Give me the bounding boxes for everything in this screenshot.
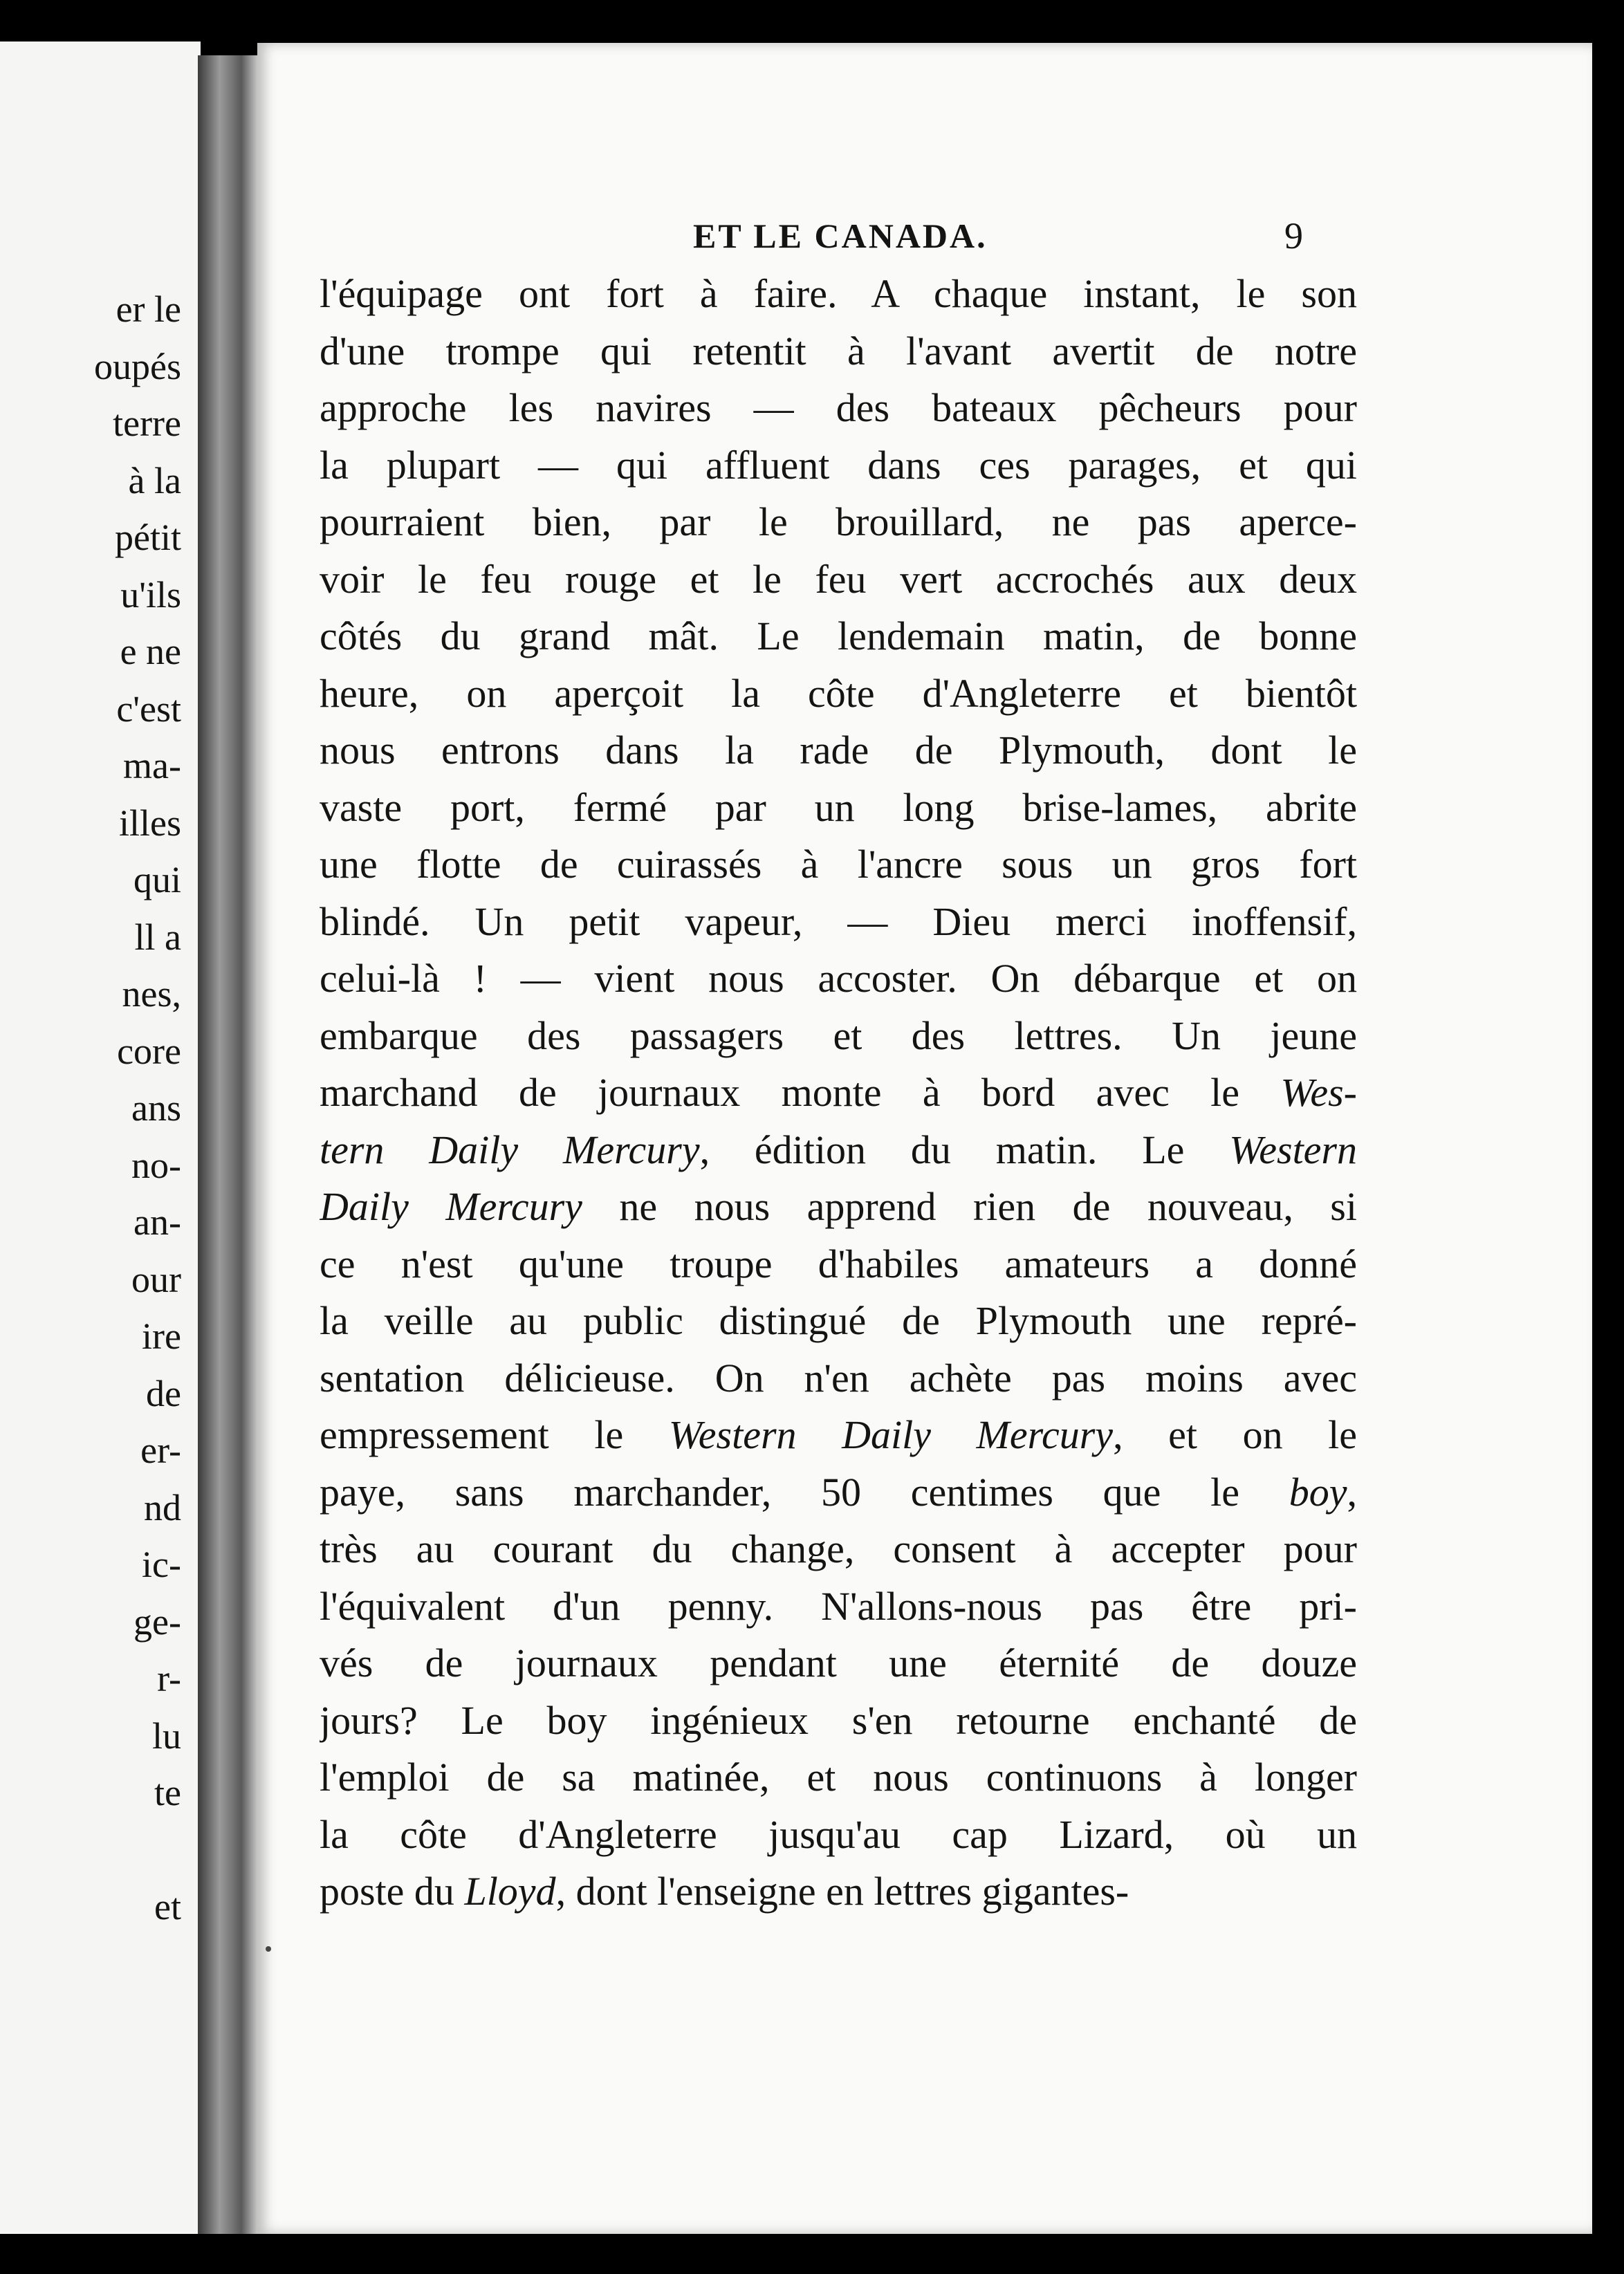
previous-page-line: terre <box>113 403 181 444</box>
previous-page-line: er le <box>116 288 181 330</box>
previous-page-line: qui <box>133 859 181 900</box>
text-line: une flotte de cuirassés à l'ancre sous un gros fort <box>320 842 1357 887</box>
previous-page-line: er- <box>140 1430 181 1471</box>
italic-title: boy <box>1289 1469 1347 1515</box>
previous-page-line: pétit <box>115 517 181 558</box>
italic-title: Western <box>1229 1127 1357 1172</box>
previous-page-line: core <box>117 1030 181 1072</box>
page-number: 9 <box>1284 215 1303 257</box>
italic-title: Western Daily Mercury <box>668 1412 1114 1457</box>
margin-dot-mark <box>266 1946 271 1952</box>
body-text <box>320 266 1357 1921</box>
text-line: nous entrons dans la rade de Plymouth, dont le <box>320 728 1357 773</box>
text-line: très au courant du change, consent à accepter pour <box>320 1526 1357 1571</box>
previous-page-line: e ne <box>120 631 181 672</box>
previous-page-line: u'ils <box>120 573 181 616</box>
previous-page-line: nd <box>144 1486 181 1528</box>
previous-page-line: te <box>154 1772 181 1813</box>
text-line: empressement le Western Daily Mercury, et on le <box>320 1412 1357 1457</box>
text-line: heure, on aperçoit la côte d'Angleterre et bientôt <box>320 670 1357 716</box>
text-line: ce n'est qu'une troupe d'habiles amateurs a donné <box>320 1241 1357 1286</box>
previous-page-line: nes, <box>122 973 181 1015</box>
previous-page-line: our <box>131 1258 181 1300</box>
text-line: sentation délicieuse. On n'en achète pas moins avec <box>320 1355 1357 1401</box>
text-line: tern Daily Mercury, édition du matin. Le Western <box>320 1127 1357 1172</box>
italic-title: Lloyd <box>464 1869 556 1914</box>
previous-page-line: ge- <box>133 1600 181 1643</box>
text-line: paye, sans marchander, 50 centimes que le boy, <box>320 1469 1357 1515</box>
previous-page-line: de <box>146 1372 181 1414</box>
previous-page-line: ic- <box>142 1544 181 1585</box>
book-page <box>257 43 1592 2234</box>
text-line: d'une trompe qui retentit à l'avant avertit de notre <box>320 328 1357 373</box>
text-line: approche les navires — des bateaux pêcheurs pour <box>320 385 1357 430</box>
text-line: côtés du grand mât. Le lendemain matin, de bonne <box>320 613 1357 658</box>
text-line: voir le feu rouge et le feu vert accrochés aux deux <box>320 556 1357 602</box>
previous-page-line: ll a <box>134 916 181 958</box>
text-line: vaste port, fermé par un long brise-lames, abrite <box>320 784 1357 830</box>
previous-page-line: ans <box>131 1087 181 1129</box>
italic-title: tern Daily Mercury <box>320 1127 700 1172</box>
previous-page-line: no- <box>131 1144 181 1186</box>
text-line: poste du Lloyd, dont l'enseigne en lettres gigantes- <box>320 1869 1129 1914</box>
running-head: ET LE CANADA. <box>693 216 988 255</box>
previous-page-line: ire <box>142 1315 181 1357</box>
text-line: Daily Mercury ne nous apprend rien de nouveau, si <box>320 1184 1357 1229</box>
previous-page-line: à la <box>128 459 181 501</box>
text-line: la côte d'Angleterre jusqu'au cap Lizard, où un <box>320 1811 1357 1857</box>
italic-title: Daily Mercury <box>320 1184 582 1229</box>
previous-page-line: c'est <box>116 687 181 730</box>
previous-page-line: illes <box>119 802 181 844</box>
text-line: embarque des passagers et des lettres. Un jeune <box>320 1013 1357 1058</box>
text-line: vés de journaux pendant une éternité de douze <box>320 1640 1357 1685</box>
text-line: jours? Le boy ingénieux s'en retourne enchanté de <box>320 1697 1357 1743</box>
previous-page-fragment <box>0 41 201 2234</box>
italic-title: Wes- <box>1280 1070 1357 1115</box>
book-gutter <box>198 55 260 2234</box>
previous-page-line: lu <box>151 1714 181 1757</box>
previous-page-line: an- <box>133 1201 181 1243</box>
text-line: pourraient bien, par le brouillard, ne pas aperce- <box>320 499 1357 544</box>
text-line: marchand de journaux monte à bord avec le Wes- <box>320 1070 1357 1115</box>
text-line: l'équipage ont fort à faire. A chaque instant, le son <box>320 271 1357 316</box>
text-line: celui-là ! — vient nous accoster. On débarque et on <box>320 956 1357 1001</box>
text-line: la veille au public distingué de Plymouth une repré- <box>320 1298 1357 1343</box>
text-line: l'équivalent d'un penny. N'allons-nous pas être pri- <box>320 1583 1357 1629</box>
text-line: la plupart — qui affluent dans ces parages, et qui <box>320 442 1357 488</box>
previous-page-line: ma- <box>123 745 181 786</box>
previous-page-line: et <box>154 1886 181 1928</box>
text-line: blindé. Un petit vapeur, — Dieu merci inoffensif, <box>320 898 1357 944</box>
previous-page-line: oupés <box>94 345 181 387</box>
text-line: l'emploi de sa matinée, et nous continuons à longer <box>320 1755 1357 1800</box>
previous-page-line: r- <box>157 1658 181 1699</box>
